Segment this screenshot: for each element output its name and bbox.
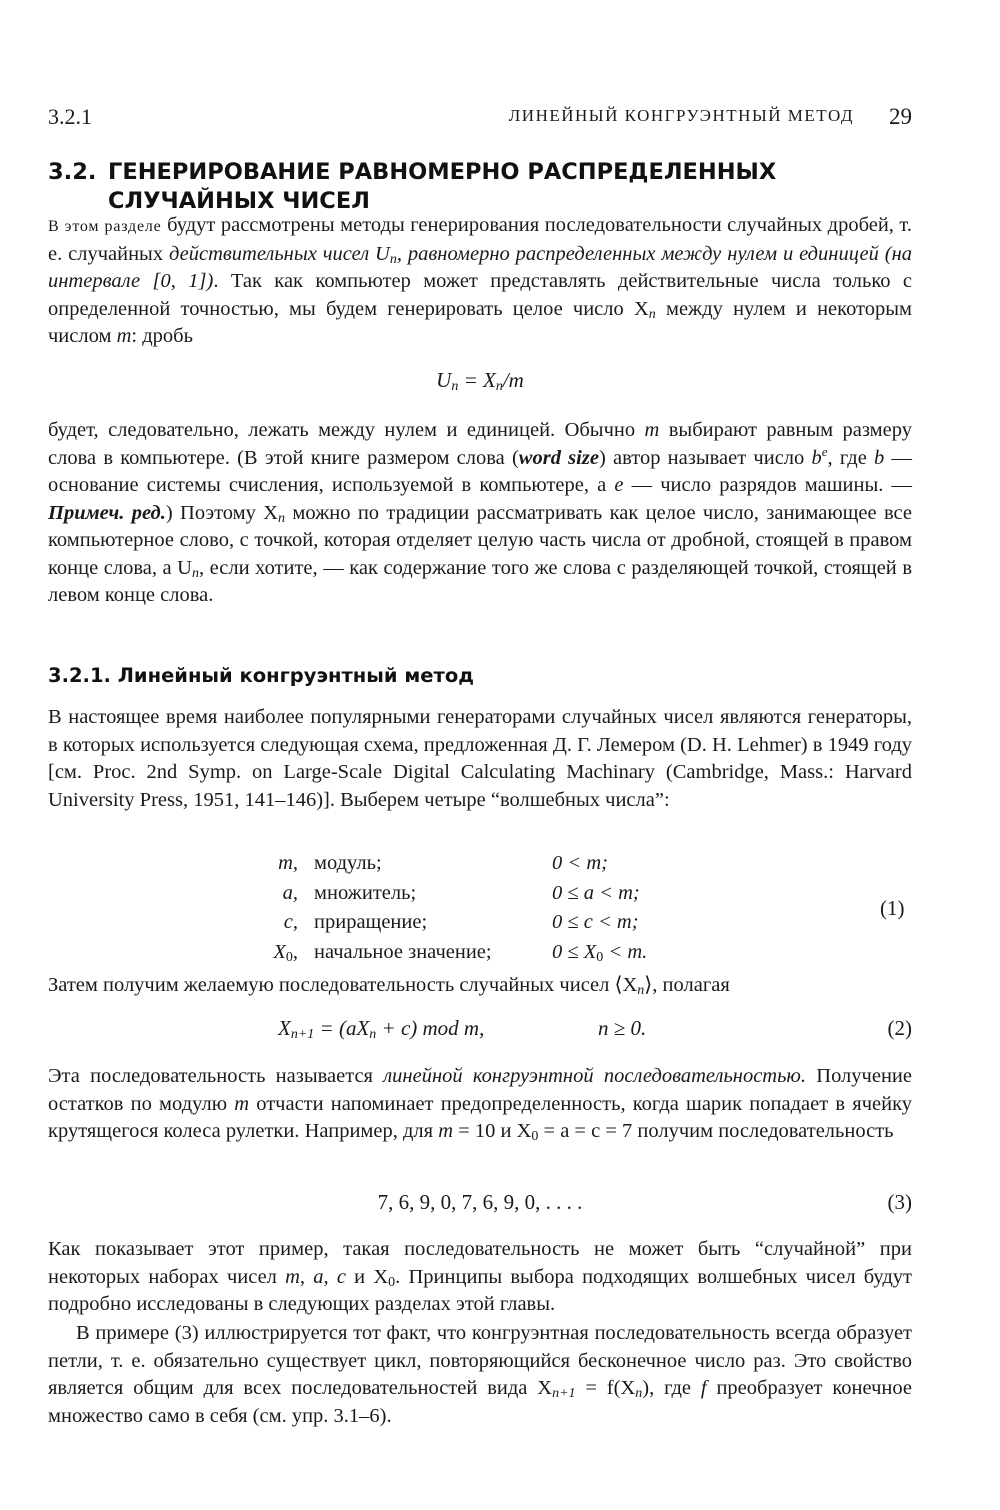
param-condition: 0 ≤ c < m; <box>552 911 639 933</box>
p7-text-4: преобразует конечное множество само в себя (см. упр. 3.1–6). <box>48 1377 912 1427</box>
p5-sub: 0 <box>531 1129 539 1144</box>
p2-text: будет, следовательно, лежать между нулем и единицей. Обычно <box>48 419 645 441</box>
paragraph-5 <box>48 1063 912 1146</box>
section-title-line1: ГЕНЕРИРОВАНИЕ РАВНОМЕРНО РАСПРЕДЕЛЕННЫХ <box>108 159 777 185</box>
running-head-title: ЛИНЕЙНЫЙ КОНГРУЭНТНЫЙ МЕТОД <box>508 106 854 125</box>
param-row <box>240 849 680 879</box>
section-title-line2: СЛУЧАЙНЫХ ЧИСЕЛ <box>108 188 370 214</box>
p6-text-3: . Принципы выбора подходящих волшебных чисел будут подробно исследованы в следующих разделах этой главы. <box>48 1265 913 1315</box>
p7-f: f <box>700 1377 707 1399</box>
paragraph-3 <box>48 704 912 814</box>
intro-text-2: . Так как компьютер может представлять действительные числа только с определенной точностью, мы будем генерировать целое число X <box>48 270 912 320</box>
intro-emphasis-2: , равномерно распределенных между нулем и единицей (на интервале [0, 1]) <box>48 242 912 292</box>
p6-text-2: и X <box>345 1265 389 1288</box>
param-symbol: m, <box>278 852 298 874</box>
param-description: начальное значение; <box>314 940 492 963</box>
eq2-condition <box>598 1016 646 1041</box>
param-description: приращение; <box>314 911 428 933</box>
p2-b: b <box>811 446 822 469</box>
equation-un <box>48 368 912 393</box>
eq-u-rhs-sub: n <box>495 379 503 394</box>
p5-m: m <box>234 1092 250 1115</box>
p2-word-size: word size <box>518 446 599 469</box>
subsection-number: 3.2.1. <box>48 664 111 687</box>
p7-sub: n+1 <box>552 1386 576 1401</box>
p2-text-6: — число разрядов машины. — <box>623 474 912 496</box>
param-row <box>240 908 680 938</box>
p6-sub: 0 <box>388 1274 396 1290</box>
paragraph-2 <box>48 417 912 610</box>
magic-numbers-table <box>240 849 680 967</box>
p5-text-3: отчасти напоминает предопределенность, когда шарик попадает в ячейку крутящегося колеса рулетки. Например, для <box>48 1092 912 1142</box>
subsection-title: Линейный конгруэнтный метод <box>117 664 474 687</box>
eq-u-mid: = X <box>458 368 496 392</box>
param-row <box>240 879 680 909</box>
page-number: 29 <box>889 104 912 129</box>
eq2-cond: n ≥ 0. <box>598 1016 647 1040</box>
param-symbol: a, <box>282 881 298 904</box>
eq3-sequence: 7, 6, 9, 0, 7, 6, 9, 0, . . . . <box>377 1190 583 1214</box>
p2-text-7: ) Поэтому X <box>165 501 279 524</box>
p5-text: Эта последовательность называется <box>48 1065 384 1087</box>
equation-3 <box>48 1190 912 1215</box>
intro-sub-2: n <box>648 306 656 322</box>
paragraph-6 <box>48 1236 912 1319</box>
p2-m: m <box>644 419 660 441</box>
param-symbol: c, <box>283 911 298 933</box>
p6-text: Как показывает этот пример, такая последовательность не может быть “случайной” при некоторых наборах чисел <box>48 1238 912 1288</box>
section-heading <box>48 158 928 216</box>
intro-emphasis: действительных чисел U <box>169 242 390 265</box>
intro-text-4: : дробь <box>131 325 193 347</box>
running-head <box>48 104 912 134</box>
equation-number-2: (2) <box>887 1016 912 1040</box>
running-head-section: 3.2.1 <box>48 104 92 129</box>
p2-text-8: можно по традиции рассматривать как целое число, занимающее все компьютерное слово, с точкой, которая отделяет целую часть числа от дробной, стоящей в правом конце слова, а U <box>48 501 912 579</box>
p2-editor-note: Примеч. ред. <box>48 501 166 524</box>
param-condition-pre: 0 ≤ X <box>552 940 597 963</box>
p7-sub-2: n <box>635 1386 643 1401</box>
p5-m2: m <box>438 1120 454 1142</box>
intro-lead: В этом разделе <box>48 218 162 235</box>
param-condition: 0 ≤ a < m; <box>552 881 640 904</box>
p2-text-4: , где <box>827 446 875 469</box>
param-symbol: X <box>273 940 286 963</box>
equation-number-1: (1) <box>880 896 905 920</box>
p4-text-2: ⟩, полагая <box>644 974 730 996</box>
param-row <box>240 938 680 968</box>
param-condition-sub: 0 <box>596 949 604 965</box>
eq2-formula <box>278 1016 484 1041</box>
intro-paragraph <box>48 212 912 351</box>
p5-emphasis: линейной конгруэнтной последовательностью. <box>383 1065 807 1087</box>
p2-b2: b <box>874 446 885 469</box>
intro-sub: n <box>389 251 397 267</box>
paragraph-7 <box>48 1320 912 1430</box>
param-symbol-tail: , <box>292 940 298 963</box>
eq2-rhs: = (aX <box>314 1016 370 1040</box>
p2-text-9: , если хотите, — как содержание того же слова с разделяющей точкой, стоящей в левом конце слова. <box>48 556 913 606</box>
param-condition: 0 < m; <box>552 852 608 874</box>
p5-text-5: = a = c = 7 получим последовательность <box>538 1120 894 1142</box>
param-description: множитель; <box>314 881 417 904</box>
p4-text: Затем получим желаемую последовательность случайных чисел ⟨X <box>48 974 638 996</box>
param-condition: < m. <box>603 940 648 963</box>
eq2-rhs-2: + c) mod m, <box>376 1016 485 1040</box>
param-description: модуль; <box>314 852 382 874</box>
p2-e-sup: e <box>821 443 828 459</box>
p7-text-3: ), где <box>642 1377 701 1399</box>
equation-number-3: (3) <box>887 1190 912 1214</box>
intro-m: m <box>116 325 132 347</box>
p7-text-2: = f(X <box>575 1377 636 1399</box>
eq-u-rhs-tail: /m <box>502 368 524 392</box>
section-number: 3.2. <box>48 159 97 185</box>
p2-text-3: ) автор называет число <box>598 446 812 469</box>
p4-sub: n <box>637 983 645 998</box>
eq-u-lhs-sub: n <box>451 379 459 394</box>
subsection-heading <box>48 664 928 687</box>
eq2-rhs-sub: n <box>369 1027 377 1042</box>
p2-x-sub: n <box>278 510 286 526</box>
p2-u-sub: n <box>191 565 199 581</box>
p6-vars: m, a, c <box>285 1265 346 1288</box>
intro-text-3: между нулем и некоторым числом <box>48 297 912 347</box>
intro-text: будут рассмотрены методы генерирования последовательности случайных дробей, т. е. случайных <box>48 214 912 265</box>
eq-u-lhs: U <box>436 368 452 392</box>
p5-text-4: = 10 и X <box>453 1120 532 1142</box>
eq2-lhs-sub: n+1 <box>290 1027 315 1042</box>
p2-text-2: выбирают равным размеру слова в компьютере. (В этой книге размером слова ( <box>48 419 912 469</box>
p3-text: В настоящее время наиболее популярными генераторами случайных чисел являются генераторы, в которых используется следующая схема, предложенная Д. Г. Лемером (D. H. Lehmer) в 1949 году [см. Proc. 2nd Symp. on Large-Scale Digital Calculating Machinary (Cambridge, Mass.: Harvard University Press, 1951, 141–146)]. Выберем четыре “волшебных числа”: <box>48 706 912 811</box>
p2-text-5: — основание системы счисления, используемой в компьютере, а <box>48 446 913 496</box>
p5-text-2: Получение остатков по модулю <box>48 1065 912 1115</box>
param-symbol-sub: 0 <box>285 949 293 965</box>
p2-e: e <box>614 474 624 496</box>
eq2-lhs: X <box>278 1016 291 1040</box>
paragraph-4 <box>48 972 912 1000</box>
p7-text: В примере (3) иллюстрируется тот факт, что конгруэнтная последовательность всегда образует петли, т. е. обязательно существует цикл, повторяющийся бесконечное число раз. Это свойство является общим для всех последовательностей вида X <box>48 1322 912 1399</box>
